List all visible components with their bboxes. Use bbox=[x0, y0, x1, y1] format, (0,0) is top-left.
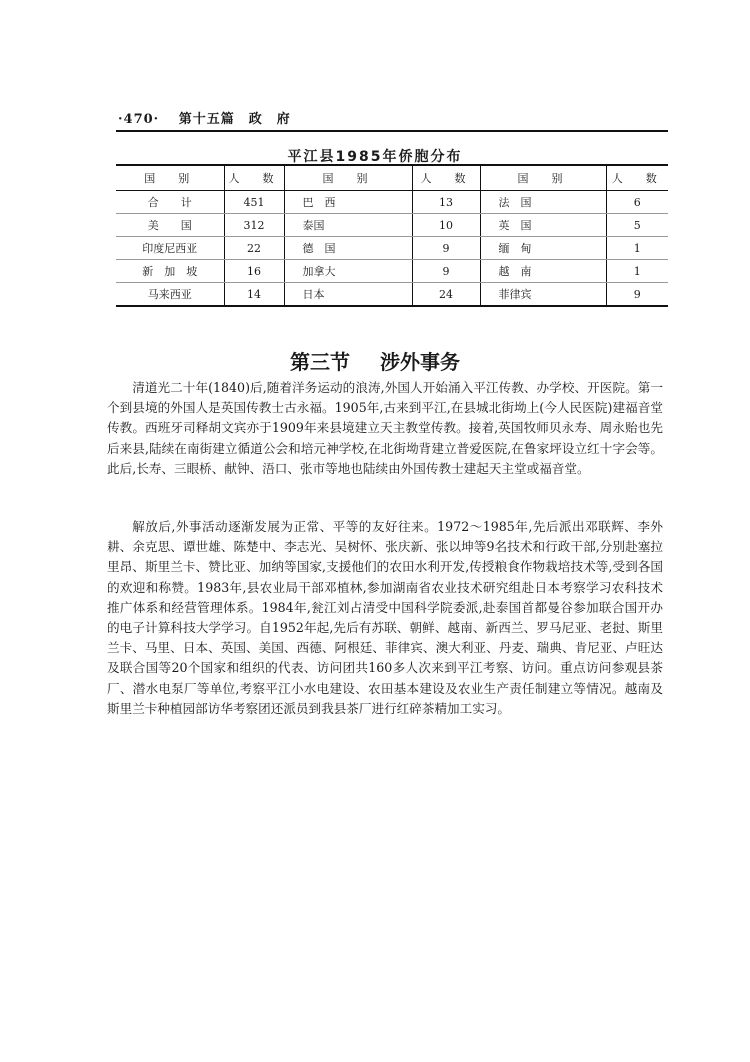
page-number: ·470· bbox=[118, 112, 160, 127]
country-cell: 德 国 bbox=[284, 237, 412, 260]
country-cell: 新 加 坡 bbox=[116, 260, 224, 283]
country-cell: 菲律宾 bbox=[480, 283, 606, 307]
part-title: 第十五篇 政 府 bbox=[178, 112, 291, 127]
country-cell: 加拿大 bbox=[284, 260, 412, 283]
body-paragraph: 解放后,外事活动逐渐发展为正常、平等的友好往来。1972～1985年,先后派出邓联辉、李外耕、余克思、谭世雄、陈楚中、李志光、吴树怀、张庆新、张以坤等9名技术和行政干部,分别赴塞拉里昂、斯里兰卡、赞比亚、加纳等国家,支援他们的农田水利开发,传授粮食作物栽培技术等,受到各国的欢迎和称赞。1983年,县农业局干部邓植林,参加湖南省农业技术研究组赴日本考察学习农科技术推广体系和经营管理体系。1984年,瓮江刘占清受中国科学院委派,赴泰国首都曼谷参加联合国开办的电子计算科技大学学习。自1952年起,先后有苏联、朝鲜、越南、新西兰、罗马尼亚、老挝、斯里兰卡、马里、日本、英国、美国、西德、阿根廷、菲律宾、澳大利亚、丹麦、瑞典、肯尼亚、卢旺达及联合国等20个国家和组织的代表、访问团共160多人次来到平江考察、访问。重点访问参观县茶厂、潜水电泵厂等单位,考察平江小水电建设、农田基本建设及农业生产责任制建立等情况。越南及斯里兰卡种植园部访华考察团还派员到我县茶厂进行红碎茶精加工实习。 bbox=[107, 519, 663, 716]
count-cell: 14 bbox=[224, 283, 284, 307]
count-cell: 1 bbox=[606, 260, 668, 283]
country-cell: 巴 西 bbox=[284, 191, 412, 214]
table-row bbox=[116, 260, 668, 283]
header-cell: 国 别 bbox=[284, 165, 412, 191]
country-cell: 日本 bbox=[284, 283, 412, 307]
table-title: 平江县1985年侨胞分布 bbox=[287, 149, 463, 165]
count-cell: 10 bbox=[412, 214, 480, 237]
count-cell: 24 bbox=[412, 283, 480, 307]
table-row bbox=[116, 237, 668, 260]
header-cell: 人 数 bbox=[606, 165, 668, 191]
count-cell: 5 bbox=[606, 214, 668, 237]
count-cell: 16 bbox=[224, 260, 284, 283]
header-cell: 国 别 bbox=[116, 165, 224, 191]
country-cell: 越 南 bbox=[480, 260, 606, 283]
count-cell: 312 bbox=[224, 214, 284, 237]
table-header-row bbox=[116, 165, 668, 191]
country-cell: 英 国 bbox=[480, 214, 606, 237]
country-cell: 缅 甸 bbox=[480, 237, 606, 260]
count-cell: 13 bbox=[412, 191, 480, 214]
country-cell: 美 国 bbox=[116, 214, 224, 237]
country-cell: 泰国 bbox=[284, 214, 412, 237]
header-cell: 人 数 bbox=[224, 165, 284, 191]
count-cell: 9 bbox=[606, 283, 668, 307]
country-cell: 印度尼西亚 bbox=[116, 237, 224, 260]
table-row bbox=[116, 191, 668, 214]
count-cell: 451 bbox=[224, 191, 284, 214]
count-cell: 9 bbox=[412, 260, 480, 283]
section-heading bbox=[0, 346, 750, 375]
header-cell: 国 别 bbox=[480, 165, 606, 191]
table-row bbox=[116, 214, 668, 237]
header-cell: 人 数 bbox=[412, 165, 480, 191]
body-paragraph: 清道光二十年(1840)后,随着洋务运动的浪涛,外国人开始涌入平江传教、办学校、开医院。第一个到县境的外国人是英国传教士古永福。1905年,古来到平江,在县城北街坳上(今人民医院)建福音堂传教。西班牙司释胡文宾亦于1909年来县境建立天主教堂传教。接着,英国牧师贝永寿、周永贻也先后来县,陆续在南街建立循道公会和培元神学校,在北街坳背建立普爱医院,在鲁家坪设立红十字会等。此后,长寿、三眼桥、献钟、浯口、张市等地也陆续由外国传教士建起天主堂或福音堂。 bbox=[107, 380, 663, 476]
country-cell: 马来西亚 bbox=[116, 283, 224, 307]
count-cell: 22 bbox=[224, 237, 284, 260]
section-number: 第三节 bbox=[290, 350, 350, 374]
country-cell: 法 国 bbox=[480, 191, 606, 214]
count-cell: 1 bbox=[606, 237, 668, 260]
country-cell: 合 计 bbox=[116, 191, 224, 214]
section-title: 涉外事务 bbox=[380, 350, 460, 374]
count-cell: 6 bbox=[606, 191, 668, 214]
header-rule bbox=[116, 130, 668, 132]
page-header bbox=[118, 108, 291, 127]
table-row bbox=[116, 283, 668, 307]
overseas-chinese-table bbox=[116, 164, 668, 307]
count-cell: 9 bbox=[412, 237, 480, 260]
